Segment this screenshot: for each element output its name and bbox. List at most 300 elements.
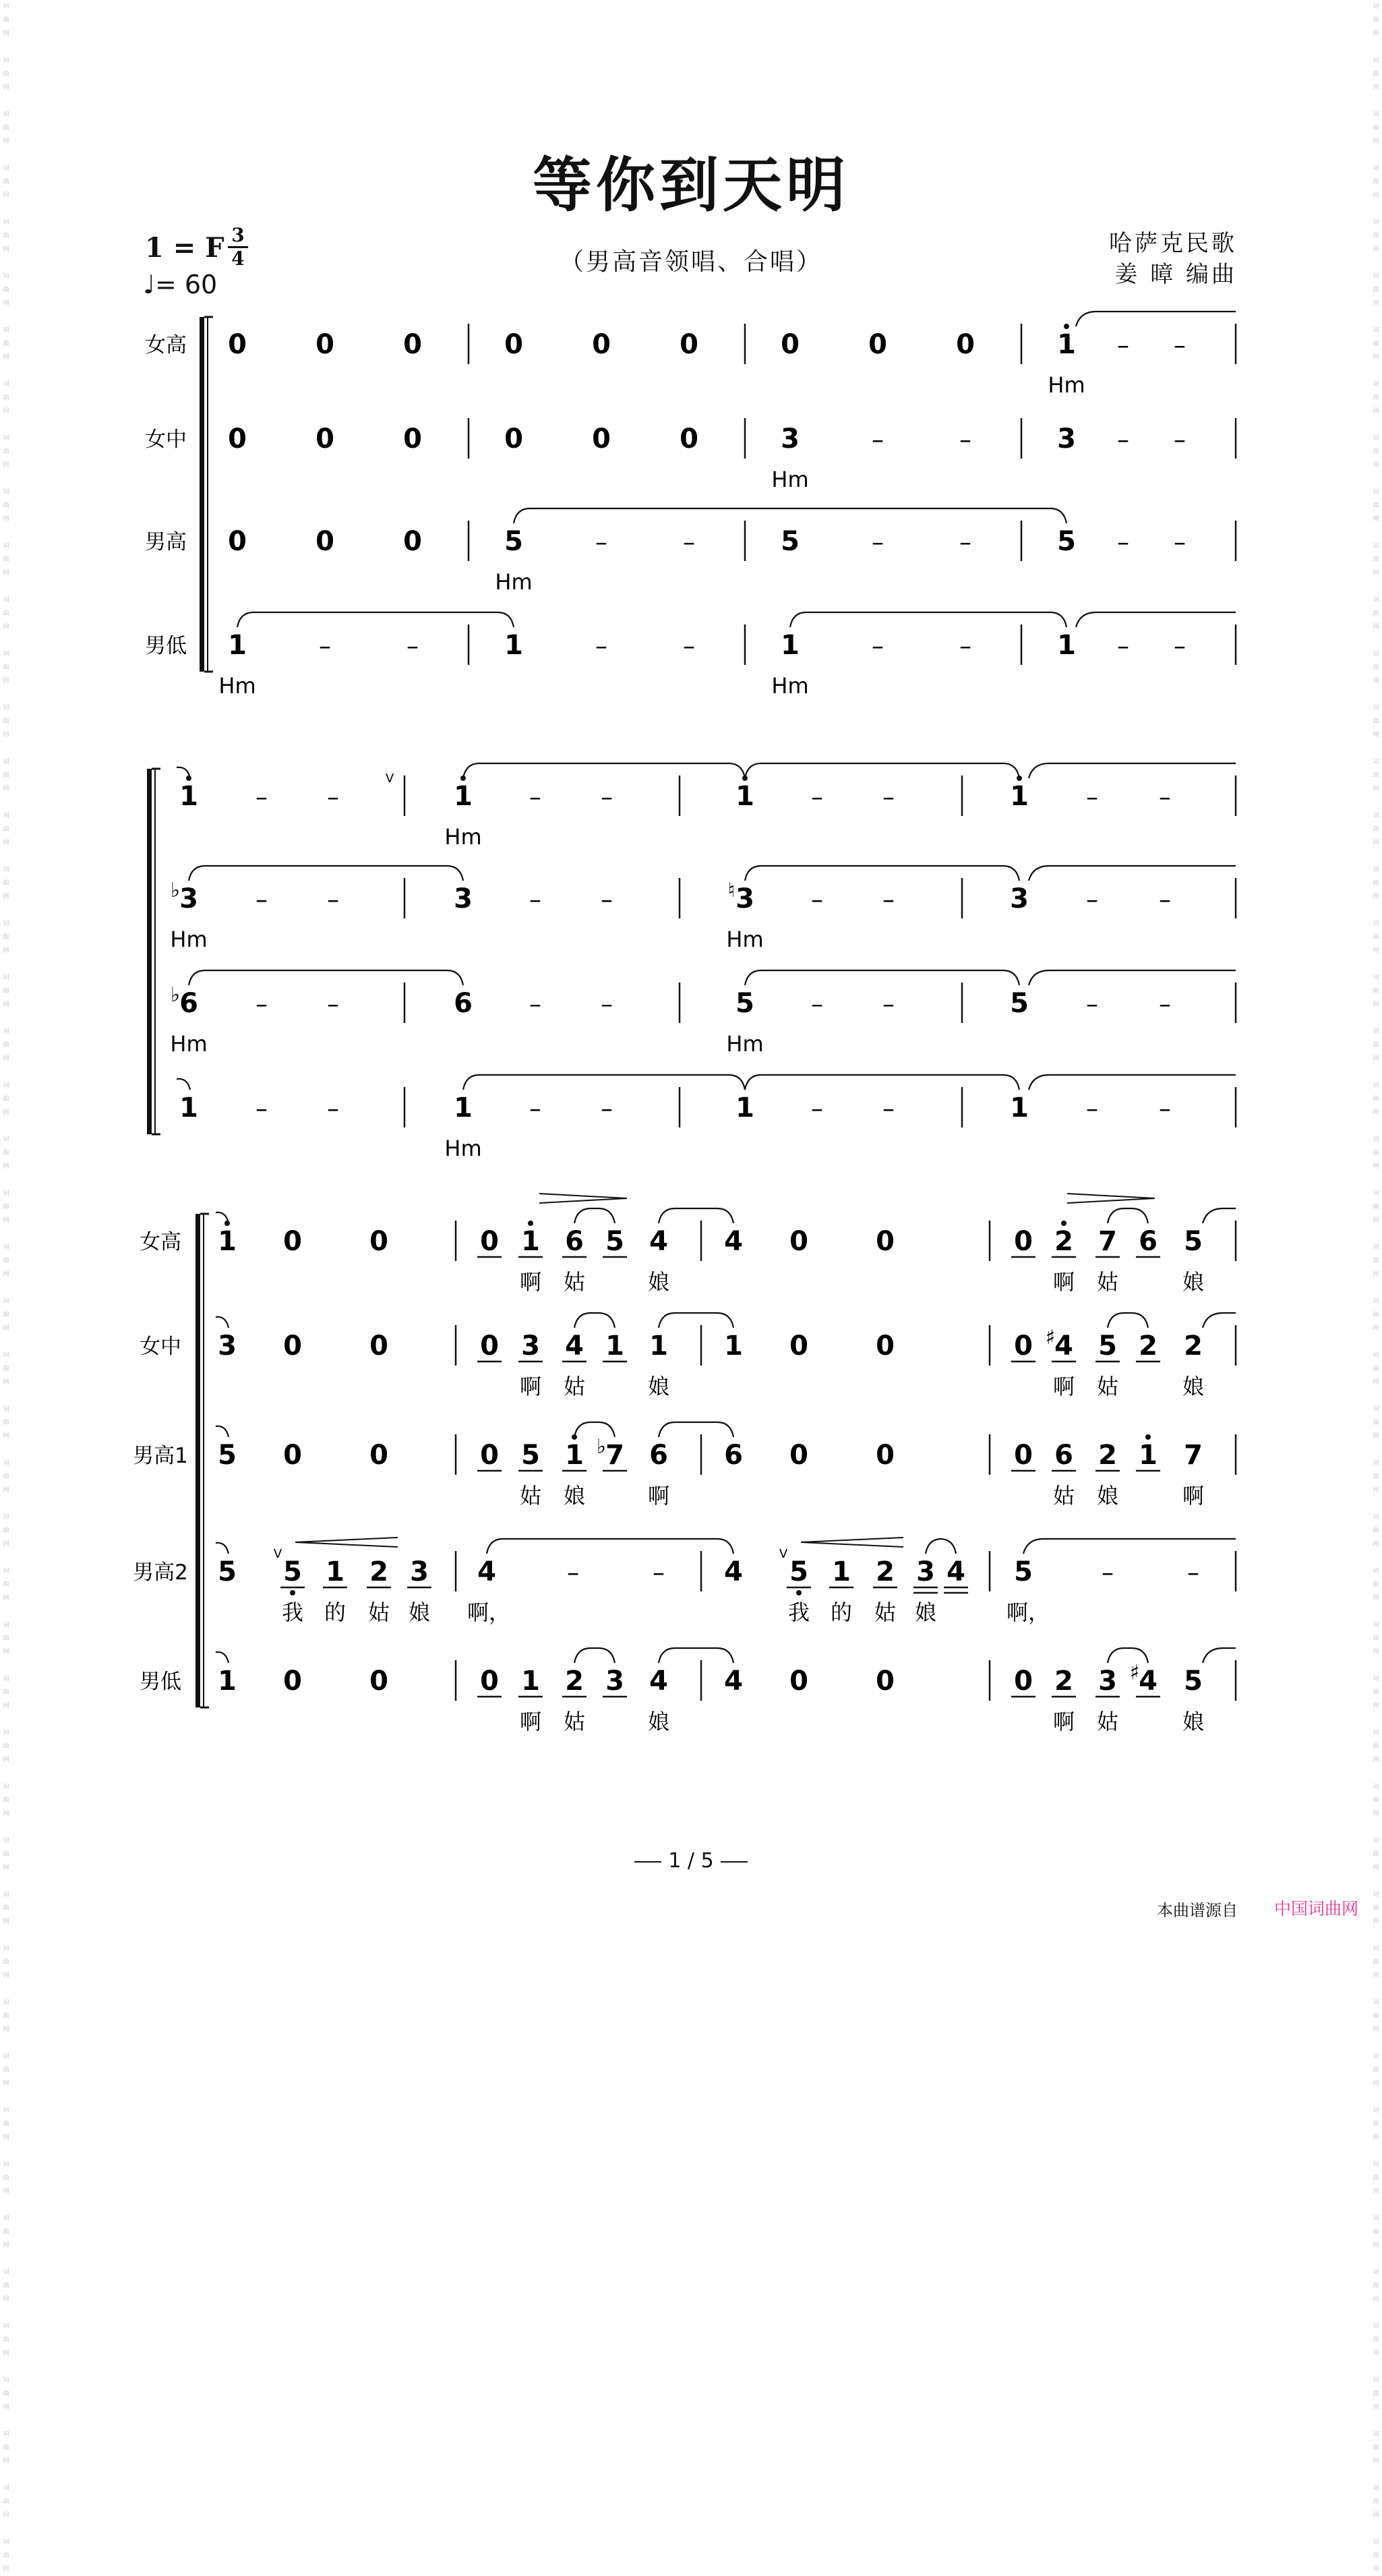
- note-1: 1: [649, 1330, 668, 1362]
- note-0: 0: [403, 423, 422, 455]
- lyric: 娘: [914, 1600, 937, 1625]
- lyric: 的: [830, 1600, 853, 1625]
- dash-duration: –: [882, 991, 895, 1018]
- dash-duration: –: [959, 529, 971, 556]
- dash-duration: –: [959, 426, 971, 454]
- voice-label: 女中: [140, 1335, 181, 1359]
- dash-duration: –: [327, 991, 339, 1018]
- dash-duration: –: [1159, 886, 1171, 914]
- voice-label: 女中: [145, 428, 187, 452]
- dash-duration: –: [1174, 332, 1186, 359]
- note-1: 1: [521, 1226, 540, 1257]
- time-denominator: 4: [231, 247, 245, 270]
- lyric: Hm: [1048, 372, 1085, 398]
- dash-duration: –: [595, 633, 607, 660]
- octave-dot-above: [1061, 1221, 1066, 1226]
- note-4: 4: [649, 1666, 668, 1697]
- accidental: ♯: [1045, 1326, 1056, 1349]
- note-0: 0: [228, 329, 247, 360]
- dash-duration: –: [1086, 991, 1098, 1018]
- slur: [574, 1313, 615, 1328]
- dash-duration: –: [882, 1095, 895, 1123]
- note-4: 4: [947, 1556, 965, 1587]
- lyric: 姑: [563, 1374, 586, 1399]
- note-6: 6: [1054, 1440, 1073, 1471]
- dash-duration: –: [811, 991, 823, 1018]
- voice-label: 男低: [145, 634, 187, 658]
- score-title: 等你到天明: [532, 150, 849, 220]
- note-4: 4: [724, 1666, 743, 1697]
- lyric: 娘: [1182, 1709, 1205, 1734]
- lyric: Hm: [726, 927, 764, 952]
- note-0: 0: [480, 1666, 499, 1697]
- note-0: 0: [680, 423, 698, 455]
- dash-duration: –: [1174, 633, 1186, 660]
- time-numerator: 3: [231, 224, 245, 246]
- note-0: 0: [480, 1440, 499, 1471]
- slur: [1029, 1075, 1236, 1090]
- note-2: 2: [1054, 1226, 1073, 1257]
- note-1: 1: [605, 1330, 624, 1362]
- note-0: 0: [504, 423, 523, 455]
- note-1: 1: [179, 781, 198, 812]
- lyric: 姑: [563, 1709, 586, 1734]
- note-0: 0: [592, 329, 611, 360]
- slur: [574, 1648, 615, 1663]
- accidental: ♭: [170, 983, 181, 1007]
- lyric: 我: [787, 1600, 810, 1625]
- slur: [216, 1317, 229, 1328]
- slur: [574, 1422, 615, 1437]
- note-5: 5: [218, 1440, 237, 1471]
- dash-duration: –: [1159, 991, 1171, 1018]
- lyric: 娘: [1182, 1374, 1205, 1399]
- footer-source-brand[interactable]: 中国词曲网: [1274, 1899, 1359, 1919]
- dash-duration: –: [811, 1095, 823, 1123]
- note-0: 0: [1014, 1226, 1033, 1257]
- voice-label: 女高: [145, 333, 187, 357]
- note-1: 1: [832, 1556, 851, 1587]
- note-0: 0: [480, 1330, 499, 1362]
- note-3: 3: [735, 883, 754, 914]
- dash-duration: –: [529, 991, 541, 1018]
- note-3: 3: [1057, 423, 1076, 455]
- quarter-note-icon: ♩: [143, 270, 155, 299]
- note-0: 0: [403, 526, 422, 557]
- note-2: 2: [1098, 1440, 1117, 1471]
- score-subtitle: （男高音领唱、合唱）: [559, 248, 822, 276]
- credit-origin: 哈萨克民歌: [1109, 230, 1237, 257]
- dash-duration: –: [1086, 886, 1098, 914]
- slur: [926, 1539, 956, 1554]
- lyric: 啊: [1182, 1483, 1205, 1509]
- note-1: 1: [1057, 329, 1076, 360]
- octave-dot-above: [528, 1221, 533, 1226]
- key-signature: 1 = F: [145, 232, 224, 264]
- dash-duration: –: [319, 633, 331, 660]
- note-5: 5: [605, 1226, 624, 1257]
- lyric: 娘: [1096, 1483, 1119, 1509]
- slur: [1076, 312, 1236, 326]
- note-0: 0: [876, 1440, 895, 1471]
- lyric: Hm: [444, 1136, 482, 1161]
- slur: [1029, 763, 1236, 778]
- note-2: 2: [565, 1666, 584, 1697]
- dash-duration: –: [327, 886, 339, 914]
- footer-source-label: 本曲谱源自: [1157, 1901, 1238, 1920]
- dash-duration: –: [872, 633, 884, 660]
- lyric: Hm: [170, 1031, 208, 1057]
- note-4: 4: [565, 1330, 584, 1362]
- note-6: 6: [565, 1226, 584, 1257]
- dash-duration: –: [1159, 784, 1171, 811]
- slur: [177, 1079, 190, 1090]
- lyric: 的: [324, 1600, 347, 1625]
- lyric: 姑: [874, 1600, 897, 1625]
- slur: [659, 1648, 733, 1663]
- note-0: 0: [369, 1226, 388, 1257]
- note-1: 1: [565, 1440, 584, 1471]
- note-1: 1: [724, 1330, 743, 1362]
- slur: [1108, 1648, 1148, 1663]
- note-0: 0: [480, 1226, 499, 1257]
- note-4: 4: [477, 1556, 496, 1587]
- system-bracket: [200, 317, 204, 672]
- note-0: 0: [369, 1330, 388, 1362]
- dash-duration: –: [529, 1095, 541, 1123]
- dash-duration: –: [256, 886, 268, 914]
- note-0: 0: [789, 1226, 808, 1257]
- dash-duration: –: [601, 784, 613, 811]
- octave-dot-below: [796, 1590, 802, 1596]
- slur: [1029, 970, 1236, 985]
- slur: [1108, 1208, 1148, 1223]
- note-0: 0: [283, 1330, 302, 1362]
- note-6: 6: [179, 988, 198, 1019]
- dash-duration: –: [1174, 529, 1186, 556]
- accidental: ♯: [1129, 1661, 1140, 1685]
- lyric: 姑: [563, 1269, 586, 1295]
- note-6: 6: [1139, 1226, 1158, 1257]
- dash-duration: –: [1086, 784, 1098, 811]
- page-number: 1 / 5: [0, 1849, 1382, 1873]
- note-6: 6: [454, 988, 473, 1019]
- lyric: 啊，: [467, 1600, 511, 1625]
- slur: [790, 612, 1066, 627]
- voice-label: 男高2: [133, 1560, 188, 1585]
- slur: [216, 1426, 229, 1437]
- note-0: 0: [316, 423, 334, 455]
- note-1: 1: [454, 1092, 473, 1123]
- note-5: 5: [504, 526, 523, 557]
- slur: [463, 1075, 745, 1090]
- lyric: Hm: [444, 824, 482, 850]
- note-7: 7: [1184, 1440, 1203, 1471]
- voice-label: 女高: [140, 1230, 181, 1254]
- note-3: 3: [410, 1556, 429, 1587]
- dash-duration: –: [256, 1095, 268, 1123]
- note-0: 0: [680, 329, 698, 360]
- note-1: 1: [735, 781, 754, 812]
- note-0: 0: [876, 1330, 895, 1362]
- lyric: 姑: [1052, 1483, 1075, 1509]
- note-5: 5: [1184, 1226, 1203, 1257]
- slur: [1203, 1648, 1236, 1663]
- note-1: 1: [454, 781, 473, 812]
- lyric: 姑: [1096, 1374, 1119, 1399]
- lyric: 姑: [1096, 1269, 1119, 1295]
- note-5: 5: [1014, 1556, 1033, 1587]
- note-2: 2: [1184, 1330, 1203, 1362]
- lyric: Hm: [726, 1031, 764, 1057]
- dash-duration: –: [811, 784, 823, 811]
- note-0: 0: [283, 1440, 302, 1471]
- note-5: 5: [789, 1556, 808, 1587]
- lyric: 娘: [408, 1600, 431, 1625]
- note-3: 3: [1098, 1666, 1117, 1697]
- note-0: 0: [369, 1666, 388, 1697]
- slur: [1108, 1313, 1148, 1328]
- lyric: 姑: [519, 1483, 542, 1509]
- note-0: 0: [228, 423, 247, 455]
- note-0: 0: [1014, 1440, 1033, 1471]
- breath-mark: V: [385, 771, 394, 786]
- octave-dot-above: [1145, 1434, 1151, 1440]
- voice-label: 男高1: [133, 1444, 188, 1468]
- note-1: 1: [1010, 781, 1029, 812]
- lyric: Hm: [495, 569, 533, 595]
- diminuendo-hairpin: [1067, 1194, 1155, 1203]
- note-1: 1: [218, 1666, 237, 1697]
- watermark-strip-left: 词 曲 网 词 曲 网 词 曲 网 词 曲 网 词 曲 网 词 曲 网 词 曲 网 词 曲 网 词 曲 网 词 曲 网 词 曲 网 词 曲 网 词 曲 网 词 曲 网 词 曲 网 词 曲 网 词 曲 网 词 曲 网 词 曲 网 词 曲 网 词 曲 网 词 曲 网 词 曲 网 词 曲 网 词 曲 网 词 曲 网 词 曲 网 词 曲 网 词 曲 网 词 曲 网 词 曲 网 词 曲 网 词 曲 网 词 曲 网 词 曲 网 词 曲 网 词 曲 网 词 曲 网 词 曲 网 词 曲 网 词 曲 网 词 曲 网 词 曲 网 词 曲 网 词 曲 网 词 曲 网 词 曲 网 词 曲 网: [3, 3, 9, 2573]
- dash-duration: –: [1086, 1095, 1098, 1123]
- slur: [1203, 1313, 1236, 1328]
- breath-mark: V: [273, 1547, 282, 1561]
- lyric: 啊: [519, 1374, 542, 1399]
- slur: [1076, 612, 1236, 627]
- note-1: 1: [781, 630, 800, 661]
- note-5: 5: [735, 988, 754, 1019]
- dash-duration: –: [327, 1095, 339, 1123]
- dash-duration: –: [1117, 633, 1129, 660]
- breath-mark: V: [779, 1547, 788, 1561]
- lyric: 姑: [1096, 1709, 1119, 1734]
- dash-duration: –: [601, 1095, 613, 1123]
- slur: [659, 1208, 733, 1223]
- note-5: 5: [218, 1556, 237, 1587]
- note-0: 0: [228, 526, 247, 557]
- dash-duration: –: [529, 886, 541, 914]
- dash-duration: –: [256, 991, 268, 1018]
- dash-duration: –: [653, 1559, 665, 1587]
- dash-duration: –: [529, 784, 541, 811]
- slur: [745, 763, 1019, 778]
- dash-duration: –: [872, 426, 884, 454]
- note-3: 3: [916, 1556, 935, 1587]
- dash-duration: –: [407, 633, 419, 660]
- dash-duration: –: [327, 784, 339, 811]
- note-0: 0: [316, 329, 334, 360]
- note-3: 3: [605, 1666, 624, 1697]
- dash-duration: –: [1117, 529, 1129, 556]
- note-4: 4: [724, 1226, 743, 1257]
- slur: [463, 763, 745, 778]
- note-0: 0: [956, 329, 975, 360]
- note-0: 0: [789, 1666, 808, 1697]
- lyric: Hm: [771, 467, 809, 492]
- note-0: 0: [789, 1330, 808, 1362]
- note-0: 0: [876, 1666, 895, 1697]
- note-1: 1: [735, 1092, 754, 1123]
- octave-dot-above: [186, 775, 191, 781]
- lyric: Hm: [218, 673, 256, 699]
- note-3: 3: [179, 883, 198, 914]
- accidental: ♮: [727, 879, 735, 902]
- lyric: 啊: [1052, 1374, 1075, 1399]
- octave-dot-above: [1064, 324, 1069, 329]
- system-bracket: [196, 1214, 200, 1707]
- dash-duration: –: [882, 886, 895, 914]
- slur: [659, 1313, 733, 1328]
- note-7: 7: [1098, 1226, 1117, 1257]
- note-3: 3: [218, 1330, 237, 1362]
- slur: [514, 508, 1066, 523]
- dash-duration: –: [1102, 1559, 1114, 1587]
- lyric: 啊，: [1006, 1600, 1050, 1625]
- note-4: 4: [1139, 1666, 1158, 1697]
- diminuendo-hairpin: [539, 1194, 627, 1203]
- note-6: 6: [649, 1440, 668, 1471]
- dash-duration: –: [601, 991, 613, 1018]
- note-0: 0: [369, 1440, 388, 1471]
- note-5: 5: [521, 1440, 540, 1471]
- crescendo-hairpin: [801, 1538, 903, 1547]
- tempo-value: = 60: [154, 270, 218, 299]
- lyric: 啊: [519, 1709, 542, 1734]
- note-3: 3: [454, 883, 473, 914]
- lyric: Hm: [771, 673, 809, 699]
- note-0: 0: [876, 1226, 895, 1257]
- dash-duration: –: [811, 886, 823, 914]
- lyric: 娘: [647, 1269, 670, 1295]
- slur: [1203, 1208, 1236, 1223]
- note-1: 1: [1139, 1440, 1158, 1471]
- lyric: 啊: [1052, 1269, 1075, 1295]
- accidental: ♭: [596, 1435, 607, 1459]
- note-1: 1: [228, 630, 247, 661]
- note-1: 1: [218, 1226, 237, 1257]
- note-5: 5: [781, 526, 800, 557]
- note-2: 2: [369, 1556, 388, 1587]
- note-0: 0: [403, 329, 422, 360]
- note-3: 3: [1010, 883, 1029, 914]
- lyric: 啊: [647, 1483, 670, 1509]
- slur: [659, 1422, 733, 1437]
- dash-duration: –: [567, 1559, 579, 1587]
- note-1: 1: [179, 1092, 198, 1123]
- lyric: Hm: [170, 927, 208, 952]
- slur: [216, 1543, 229, 1554]
- dash-duration: –: [683, 633, 695, 660]
- system-bracket: [147, 769, 152, 1134]
- note-2: 2: [1139, 1330, 1158, 1362]
- note-0: 0: [283, 1666, 302, 1697]
- note-3: 3: [521, 1330, 540, 1362]
- lyric: 娘: [563, 1483, 586, 1509]
- note-3: 3: [781, 423, 800, 455]
- slur: [216, 1652, 229, 1663]
- dash-duration: –: [256, 784, 268, 811]
- slur: [189, 970, 463, 985]
- octave-dot-above: [224, 1221, 230, 1226]
- dash-duration: –: [1174, 426, 1186, 454]
- slur: [745, 866, 1019, 881]
- note-0: 0: [283, 1226, 302, 1257]
- dash-duration: –: [595, 529, 607, 556]
- lyric: 啊: [519, 1269, 542, 1295]
- crescendo-hairpin: [295, 1538, 398, 1547]
- note-1: 1: [326, 1556, 344, 1587]
- note-4: 4: [1054, 1330, 1073, 1362]
- dash-duration: –: [601, 886, 613, 914]
- note-0: 0: [316, 526, 334, 557]
- note-0: 0: [592, 423, 611, 455]
- dash-duration: –: [959, 633, 971, 660]
- note-4: 4: [649, 1226, 668, 1257]
- dash-duration: –: [1117, 332, 1129, 359]
- note-1: 1: [504, 630, 523, 661]
- dash-duration: –: [1187, 1559, 1199, 1587]
- voice-label: 男低: [140, 1670, 181, 1694]
- lyric: 我: [281, 1600, 304, 1625]
- note-0: 0: [1014, 1666, 1033, 1697]
- lyric: 娘: [1182, 1269, 1205, 1295]
- voice-label: 男高: [145, 530, 187, 554]
- accidental: ♭: [170, 879, 181, 902]
- note-0: 0: [1014, 1330, 1033, 1362]
- note-5: 5: [1010, 988, 1029, 1019]
- note-5: 5: [1098, 1330, 1117, 1362]
- slur: [1023, 1539, 1236, 1554]
- note-7: 7: [605, 1440, 624, 1471]
- note-0: 0: [781, 329, 800, 360]
- lyric: 娘: [647, 1374, 670, 1399]
- note-0: 0: [504, 329, 523, 360]
- note-2: 2: [1054, 1666, 1073, 1697]
- note-5: 5: [283, 1556, 302, 1587]
- note-1: 1: [521, 1666, 540, 1697]
- dash-duration: –: [872, 529, 884, 556]
- slur: [574, 1208, 615, 1223]
- dash-duration: –: [1159, 1095, 1171, 1123]
- slur: [237, 612, 514, 627]
- lyric: 娘: [647, 1709, 670, 1734]
- note-5: 5: [1184, 1666, 1203, 1697]
- note-4: 4: [724, 1556, 743, 1587]
- slur: [1029, 866, 1236, 881]
- octave-dot-below: [290, 1590, 295, 1596]
- note-0: 0: [868, 329, 887, 360]
- slur: [487, 1539, 733, 1554]
- note-5: 5: [1057, 526, 1076, 557]
- dash-duration: –: [1117, 426, 1129, 454]
- note-1: 1: [1010, 1092, 1029, 1123]
- dash-duration: –: [683, 529, 695, 556]
- slur: [745, 1075, 1019, 1090]
- slur: [189, 866, 463, 881]
- note-1: 1: [1057, 630, 1076, 661]
- lyric: 啊: [1052, 1709, 1075, 1734]
